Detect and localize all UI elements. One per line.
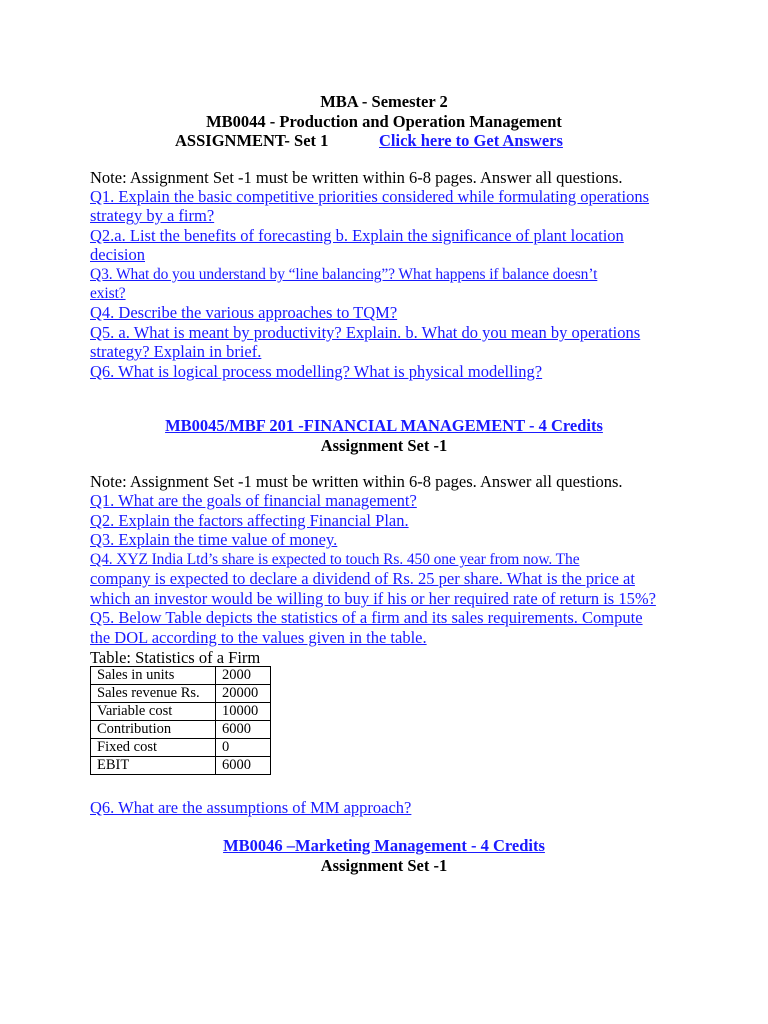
- table-cell: 10000: [216, 703, 271, 721]
- question-link-q6[interactable]: Q6. What is logical process modelling? What is physical modelling?: [90, 362, 543, 381]
- question-link-q3[interactable]: Q3. What do you understand by “line balancing”? What happens if balance doesn’t: [90, 266, 598, 283]
- assignment-note: Note: Assignment Set -1 must be written within 6-8 pages. Answer all questions.: [90, 168, 623, 187]
- question-link-q1-cont[interactable]: strategy by a firm?: [90, 206, 215, 225]
- question-link-q4-cont[interactable]: company is expected to declare a dividend of Rs. 25 per share. What is the price at: [90, 569, 635, 588]
- table-row: [91, 685, 271, 703]
- table-cell: Variable cost: [91, 703, 216, 721]
- table-row: [91, 757, 271, 775]
- question-link-q5[interactable]: Q5. Below Table depicts the statistics of a firm and its sales requirements. Compute: [90, 608, 643, 627]
- table-cell: Sales revenue Rs.: [91, 685, 216, 703]
- question-link-q5-cont[interactable]: the DOL according to the values given in the table.: [90, 628, 427, 647]
- question-link-q3-cont[interactable]: exist?: [90, 285, 126, 302]
- table-cell: 6000: [216, 721, 271, 739]
- table-row: [91, 739, 271, 757]
- table-cell: 2000: [216, 667, 271, 685]
- assignment-set-heading: Assignment Set -1: [320, 436, 448, 455]
- question-link-q4-cont2[interactable]: which an investor would be willing to buy if his or her required rate of return is 15%?: [90, 589, 656, 608]
- table-row: [91, 703, 271, 721]
- question-link-q6[interactable]: Q6. What are the assumptions of MM approach?: [90, 798, 412, 817]
- statistics-table: [90, 666, 271, 775]
- table-cell: EBIT: [91, 757, 216, 775]
- course-heading-mb0044: MB0044 - Production and Operation Management: [206, 112, 562, 131]
- table-cell: Sales in units: [91, 667, 216, 685]
- question-link-q2-cont[interactable]: decision: [90, 245, 145, 264]
- question-link-q5[interactable]: Q5. a. What is meant by productivity? Explain. b. What do you mean by operations: [90, 323, 641, 342]
- question-link-q4[interactable]: Q4. XYZ India Ltd’s share is expected to touch Rs. 450 one year from now. The: [90, 551, 580, 568]
- question-link-q3[interactable]: Q3. Explain the time value of money.: [90, 530, 338, 549]
- assignment-heading: ASSIGNMENT- Set 1: [175, 131, 329, 150]
- assignment-note: Note: Assignment Set -1 must be written within 6-8 pages. Answer all questions.: [90, 472, 623, 491]
- question-link-q2[interactable]: Q2. Explain the factors affecting Financial Plan.: [90, 511, 409, 530]
- table-row: [91, 667, 271, 685]
- get-answers-link[interactable]: Click here to Get Answers: [379, 131, 563, 150]
- table-caption: Table: Statistics of a Firm: [90, 648, 261, 667]
- question-link-q1[interactable]: Q1. What are the goals of financial management?: [90, 491, 417, 510]
- program-heading: MBA - Semester 2: [320, 92, 448, 111]
- question-link-q2[interactable]: Q2.a. List the benefits of forecasting b. Explain the significance of plant location: [90, 226, 624, 245]
- assignment-set-heading: Assignment Set -1: [320, 856, 448, 875]
- question-link-q5-cont[interactable]: strategy? Explain in brief.: [90, 342, 262, 361]
- course-heading-mb0045[interactable]: MB0045/MBF 201 -FINANCIAL MANAGEMENT - 4 Credits: [165, 416, 603, 435]
- table-cell: 6000: [216, 757, 271, 775]
- question-link-q1[interactable]: Q1. Explain the basic competitive priorities considered while formulating operations: [90, 187, 650, 206]
- table-cell: 0: [216, 739, 271, 757]
- table-cell: Contribution: [91, 721, 216, 739]
- table-cell: 20000: [216, 685, 271, 703]
- table-row: [91, 721, 271, 739]
- course-heading-mb0046[interactable]: MB0046 –Marketing Management - 4 Credits: [223, 836, 545, 855]
- question-link-q4[interactable]: Q4. Describe the various approaches to TQM?: [90, 303, 398, 322]
- table-cell: Fixed cost: [91, 739, 216, 757]
